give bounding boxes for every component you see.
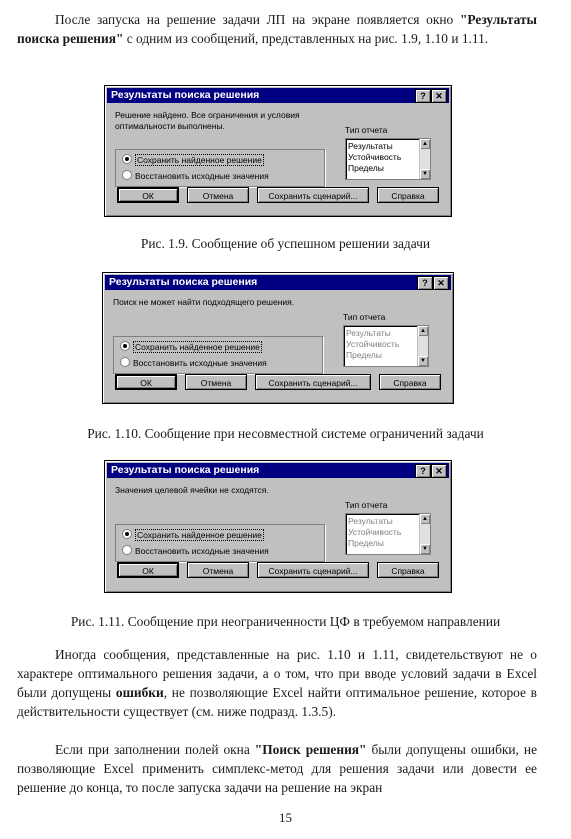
dialog-titlebar [107,88,449,103]
radio-unselected-icon [120,357,130,367]
page-number: 15 [279,810,292,825]
radio-keep-solution[interactable]: Сохранить найденное решение [122,529,264,541]
radio-selected-icon [120,341,130,351]
figure-caption-1-9: Рис. 1.9. Сообщение об успешном решении задачи [140,236,431,251]
intro-paragraph: После запуска на решение задачи ЛП на экране появляется окно "Результаты поиска решения" с одним из сообщений, представленных на рис. 1.9, 1.10 и 1.11. [17,12,537,46]
cancel-button[interactable]: Отмена [185,374,247,390]
list-item: Пределы [348,538,384,548]
help-button[interactable]: Справка [377,187,439,203]
list-item[interactable]: Устойчивость [348,152,402,162]
figure-caption-1-10: Рис. 1.10. Сообщение при несовместной системе ограничений задачи [87,426,484,441]
list-scrollbar[interactable] [419,139,430,179]
help-icon[interactable]: ? [415,89,431,103]
close-icon[interactable]: ✕ [433,276,449,290]
save-scenario-button[interactable]: Сохранить сценарий... [257,187,369,203]
radio-unselected-icon [122,545,132,555]
report-type-label: Тип отчета [343,312,386,322]
list-item: Результаты [346,328,391,338]
ok-button[interactable]: ОК [117,187,179,203]
ok-button[interactable]: ОК [117,562,179,578]
report-type-list[interactable] [345,138,431,180]
radio-keep-solution[interactable]: Сохранить найденное решение [122,154,264,166]
scroll-down-icon[interactable]: ▼ [420,169,430,179]
radio-group [115,524,325,562]
list-item: Устойчивость [348,527,402,537]
dialog-title: Результаты поиска решения [111,464,260,476]
help-icon[interactable]: ? [417,276,433,290]
radio-group [113,336,323,374]
radio-restore-values[interactable]: Восстановить исходные значения [122,170,269,182]
scroll-up-icon: ▲ [420,514,430,524]
dialog-message: Решение найдено. Все ограничения и условия оптимальности выполнены. [115,110,300,131]
save-scenario-button[interactable]: Сохранить сценарий... [255,374,371,390]
close-icon[interactable]: ✕ [431,89,447,103]
list-item[interactable]: Пределы [348,163,384,173]
intro-window-name: "Результаты поиска решения" [17,12,537,46]
report-type-label: Тип отчета [345,500,388,510]
report-type-list [343,325,429,367]
report-type-label: Тип отчета [345,125,388,135]
cancel-button[interactable]: Отмена [187,562,249,578]
help-button[interactable]: Справка [377,562,439,578]
list-item[interactable]: Результаты [348,141,393,151]
dialog-message: Поиск не может найти подходящего решения. [113,297,295,307]
dialog-title: Результаты поиска решения [109,276,258,288]
list-item: Результаты [348,516,393,526]
scroll-up-icon[interactable]: ▲ [420,139,430,149]
dialog-titlebar [105,275,451,290]
dialog-fig-1-9 [104,85,452,217]
radio-restore-values[interactable]: Восстановить исходные значения [122,545,269,557]
list-item: Устойчивость [346,339,400,349]
radio-selected-icon [122,154,132,164]
radio-restore-values[interactable]: Восстановить исходные значения [120,357,267,369]
help-icon[interactable]: ? [415,464,431,478]
close-icon[interactable]: ✕ [431,464,447,478]
report-type-list [345,513,431,555]
ok-button[interactable]: ОК [115,374,177,390]
list-scrollbar [419,514,430,554]
dialog-message: Значения целевой ячейки не сходятся. [115,485,269,495]
scroll-up-icon: ▲ [418,326,428,336]
body-paragraph-solver-window: Если при заполнении полей окна "Поиск решения" были допущены ошибки, не позволяющие Excel применить симплекс-метод для решения задачи или довести ее решение до конца, то после запуска задачи на решение на экран [17,742,538,795]
dialog-titlebar [107,463,449,478]
figure-caption-1-11: Рис. 1.11. Сообщение при неограниченности ЦФ в требуемом направлении [70,614,501,629]
bold-errors: ошибки [115,685,164,700]
radio-unselected-icon [122,170,132,180]
radio-selected-icon [122,529,132,539]
dialog-fig-1-10 [102,272,454,404]
radio-keep-solution[interactable]: Сохранить найденное решение [120,341,262,353]
list-scrollbar [417,326,428,366]
cancel-button[interactable]: Отмена [187,187,249,203]
scroll-down-icon: ▼ [420,544,430,554]
dialog-title: Результаты поиска решения [111,89,260,101]
bold-solver-window: "Поиск решения" [254,742,367,757]
radio-group [115,149,325,187]
body-paragraph-errors: Иногда сообщения, представленные на рис. 1.10 и 1.11, свидетельствуют не о характере оптимального решения задачи, а о том, что при вводе условий задачи в Excel были допущены ошибки, не позволяющие Excel найти оптимальное решение, которое в действительности существует (см. ниже подразд. 1.3.5). [17,647,538,719]
dialog-fig-1-11 [104,460,452,593]
scroll-down-icon: ▼ [418,356,428,366]
save-scenario-button[interactable]: Сохранить сценарий... [257,562,369,578]
list-item: Пределы [346,350,382,360]
help-button[interactable]: Справка [379,374,441,390]
